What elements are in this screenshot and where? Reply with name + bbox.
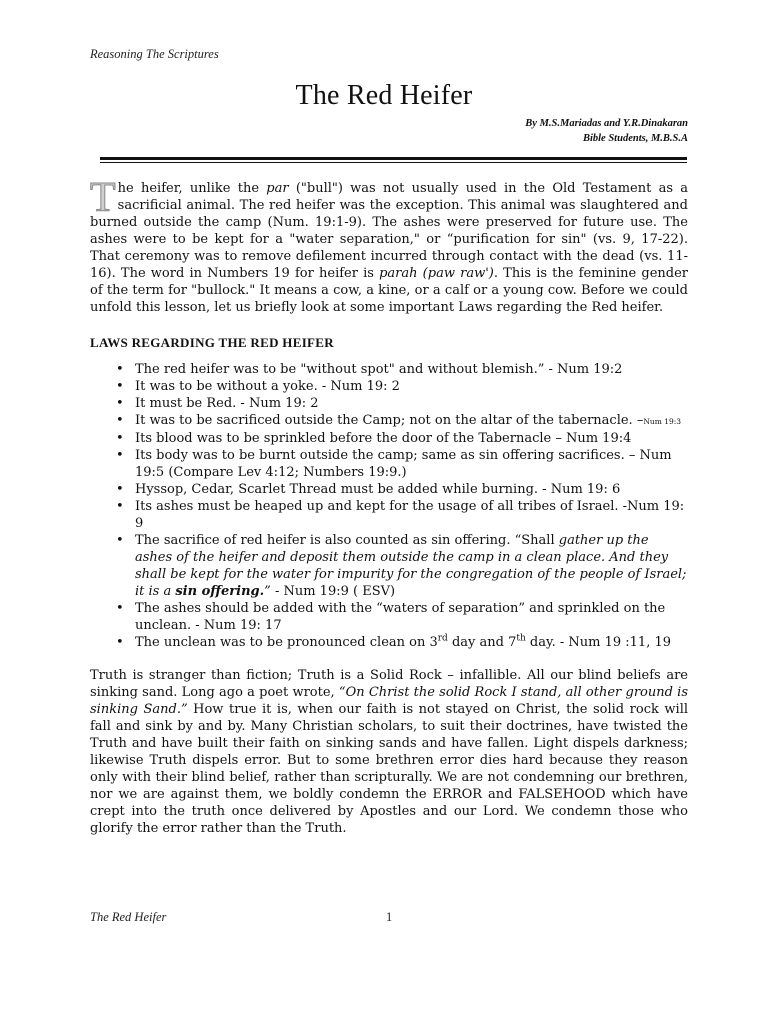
article-body bbox=[90, 175, 689, 837]
list-item bbox=[90, 634, 688, 651]
drop-cap: T bbox=[90, 175, 116, 221]
intro-word-parah: parah (paw raw') bbox=[379, 266, 494, 281]
list-item: • Its body was to be burnt outside the camp; same as sin offering sacrifices. – Num 19:5 (Compare Lev 4:12; Numbers 19:9.) bbox=[90, 447, 688, 481]
scripture-quote-emphasis: sin offering. bbox=[175, 584, 265, 599]
list-item: • Hyssop, Cedar, Scarlet Thread must be added while burning. - Num 19: 6 bbox=[90, 481, 688, 498]
list-item: • The red heifer was to be "without spot" and without blemish.” - Num 19:2 bbox=[90, 361, 688, 378]
title-rule-thin bbox=[100, 162, 687, 163]
page-number: 1 bbox=[386, 910, 393, 924]
intro-text-3: . This is the feminine gender of the term for "bullock." It means a cow, a kine, or a calf or a young cow. Before we could unfold this lesson, let us briefly look at some important Laws regarding the Red heifer. bbox=[90, 266, 688, 315]
page-title: The Red Heifer bbox=[295, 80, 473, 111]
byline-authors: By M.S.Mariadas and Y.R.Dinakaran bbox=[525, 118, 688, 129]
list-item bbox=[90, 532, 688, 600]
scripture-quote: gather up the ashes of the heifer and deposit them outside the camp in a clean place. And they shall be kept for the water for impurity for the congregation of the people of Israel; it is a bbox=[135, 533, 687, 599]
list-item: • It was to be without a yoke. - Num 19: 2 bbox=[90, 378, 688, 395]
byline bbox=[525, 116, 688, 146]
scripture-quote-close: ” bbox=[264, 584, 271, 599]
intro-text-2: ("bull") was not usually used in the Old Testament as a sacrificial animal. The red heifer was the exception. This animal was slaughtered and burned outside the camp (Num. 19:1-9). The ashes were preserved for future use. The ashes were to be kept for a "water separation," or “purification for sin" (vs. 9, 17-22). That ceremony was to remove defilement incurred through contact with the dead (vs. 11-16). The word in Numbers 19 for heifer is bbox=[90, 181, 688, 281]
list-item-text: day. - Num 19 :11, 19 bbox=[525, 635, 672, 650]
byline-affiliation: Bible Students, M.B.S.A bbox=[582, 133, 688, 144]
list-item: • It must be Red. - Num 19: 2 bbox=[90, 395, 688, 412]
list-item-text: The sacrifice of red heifer is also counted as sin offering. “Shall bbox=[135, 533, 559, 548]
list-item: • Its ashes must be heaped up and kept for the usage of all tribes of Israel. -Num 19: 9 bbox=[90, 498, 688, 532]
laws-list bbox=[90, 361, 688, 651]
closing-paragraph bbox=[90, 667, 688, 837]
list-item-reference: Num 19:3 bbox=[643, 417, 682, 426]
poem-quote: “On Christ the solid Rock I stand, all other ground is sinking Sand.” bbox=[90, 685, 688, 717]
list-item-text: The unclean was to be pronounced clean on 3 bbox=[135, 635, 438, 650]
list-item-text: It was to be sacrificed outside the Camp; not on the altar of the tabernacle. – bbox=[135, 413, 644, 428]
list-item-reference: - Num 19:9 ( ESV) bbox=[270, 584, 396, 599]
title-rule-thick bbox=[100, 157, 687, 160]
intro-text-1: he heifer, unlike the bbox=[117, 181, 267, 196]
intro-paragraph bbox=[90, 175, 688, 316]
list-item-text: day and 7 bbox=[447, 635, 517, 650]
closing-text-1: Truth is stranger than fiction; Truth is a Solid Rock – infallible. All our blind beliefs are sinking sand. Long ago a poet wrote, bbox=[90, 668, 688, 700]
closing-text-2: How true it is, when our faith is not stayed on Christ, the solid rock will fall and sink by and by. Many Christian scholars, to suit their doctrines, have twisted the Truth and have built their faith on sinking sands and have fallen. Light dispels darkness; likewise Truth dispels error. But to some brethren error dies hard because they reason only with their blind belief, rather than scripturally. We are not condemning our brethren, nor we are against them, we boldly condemn the ERROR and FALSEHOOD which have crept into the truth once delivered by Apostles and our Lord. We condemn those who glorify the error rather than the Truth. bbox=[90, 702, 689, 836]
list-item: • The ashes should be added with the “waters of separation” and sprinkled on the unclean. - Num 19: 17 bbox=[90, 600, 688, 634]
footer-title: The Red Heifer bbox=[90, 910, 167, 924]
intro-word-par: par bbox=[266, 181, 289, 196]
running-header: Reasoning The Scriptures bbox=[90, 47, 219, 61]
list-item bbox=[90, 412, 688, 430]
ordinal-suffix: th bbox=[516, 633, 526, 644]
ordinal-suffix: rd bbox=[437, 633, 448, 644]
list-item: • Its blood was to be sprinkled before the door of the Tabernacle – Num 19:4 bbox=[90, 430, 688, 447]
section-heading: LAWS REGARDING THE RED HEIFER bbox=[90, 335, 334, 350]
